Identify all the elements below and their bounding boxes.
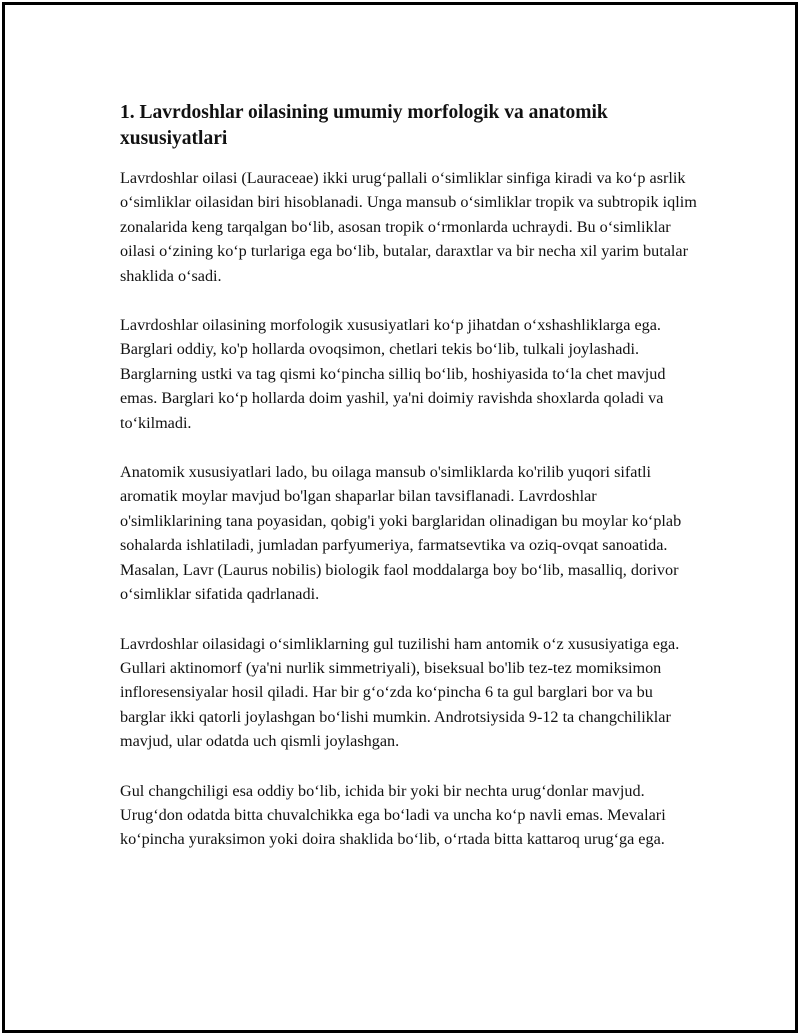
paragraph-3: Anatomik xususiyatlari lado, bu oilaga mansub o'simliklarda ko'rilib yuqori sifatli aromatik moylar mavjud bo'lgan shaparlar bilan tavsiflanadi. Lavrdoshlar o'simliklarining tana poyasidan, qobig'i yoki barglaridan olinadigan bu moylar ko‘plab sohalarda ishlatiladi, jumladan parfyumeriya, farmatsevtika va oziq-ovqat sanoatida. Masalan, Lavr (Laurus nobilis) biologik faol moddalarga boy bo‘lib, masalliq, dorivor o‘simliklar sifatida qadrlanadi. bbox=[120, 463, 682, 604]
paragraph-4: Lavrdoshlar oilasidagi o‘simliklarning gul tuzilishi ham antomik o‘z xususiyatiga ega. Gullari aktinomorf (ya'ni nurlik simmetriyali), biseksual bo'lib tez-tez momiksimon infloresensiyalar hosil qiladi. Har bir g‘o‘zda ko‘pincha 6 ta gul barglari bor va bu barglar ikki qatorli joylashgan bo‘lishi mumkin. Androtsiysida 9-12 ta changchiliklar mavjud, ular odatda uch qismli joylashgan. bbox=[120, 634, 680, 751]
paragraph-5: Gul changchiligi esa oddiy bo‘lib, ichida bir yoki bir nechta urug‘donlar mavjud. Urug‘don odatda bitta chuvalchikka ega bo‘ladi va uncha ko‘p navli emas. Mevalari ko‘pincha yuraksimon yoki doira shaklida bo‘lib, o‘rtada bitta kattaroq urug‘ga ega. bbox=[120, 781, 666, 849]
paragraph-2: Lavrdoshlar oilasining morfologik xususiyatlari ko‘p jihatdan o‘xshashliklarga ega. Barglari oddiy, ko'p hollarda ovoqsimon, chetlari tekis bo‘lib, tulkali joylashadi. Barglarning ustki va tag qismi ko‘pincha silliq bo‘lib, hoshiyasida to‘la chet mavjud emas. Barglari ko‘p hollarda doim yashil, ya'ni doimiy ravishda shoxlarda qoladi va to‘kilmadi. bbox=[120, 316, 666, 432]
paragraph-1: Lavrdoshlar oilasi (Lauraceae) ikki urug‘pallali o‘simliklar sinfiga kiradi va ko‘p asrlik o‘simliklar oilasidan biri hisoblanadi. Unga mansub o‘simliklar tropik va subtropik iqlim zonalarida keng tarqalgan bo‘lib, asosan tropik o‘rmonlarda uchraydi. Bu o‘simliklar oilasi o‘zining ko‘p turlariga ega bo‘lib, butalar, daraxtlar va bir necha xil yarim butalar shaklida o‘sadi. bbox=[120, 169, 697, 285]
document-body bbox=[120, 100, 700, 852]
page-frame bbox=[2, 2, 798, 1033]
document-title: 1. Lavrdoshlar oilasining umumiy morfologik va anatomik xususiyatlari bbox=[120, 102, 608, 149]
